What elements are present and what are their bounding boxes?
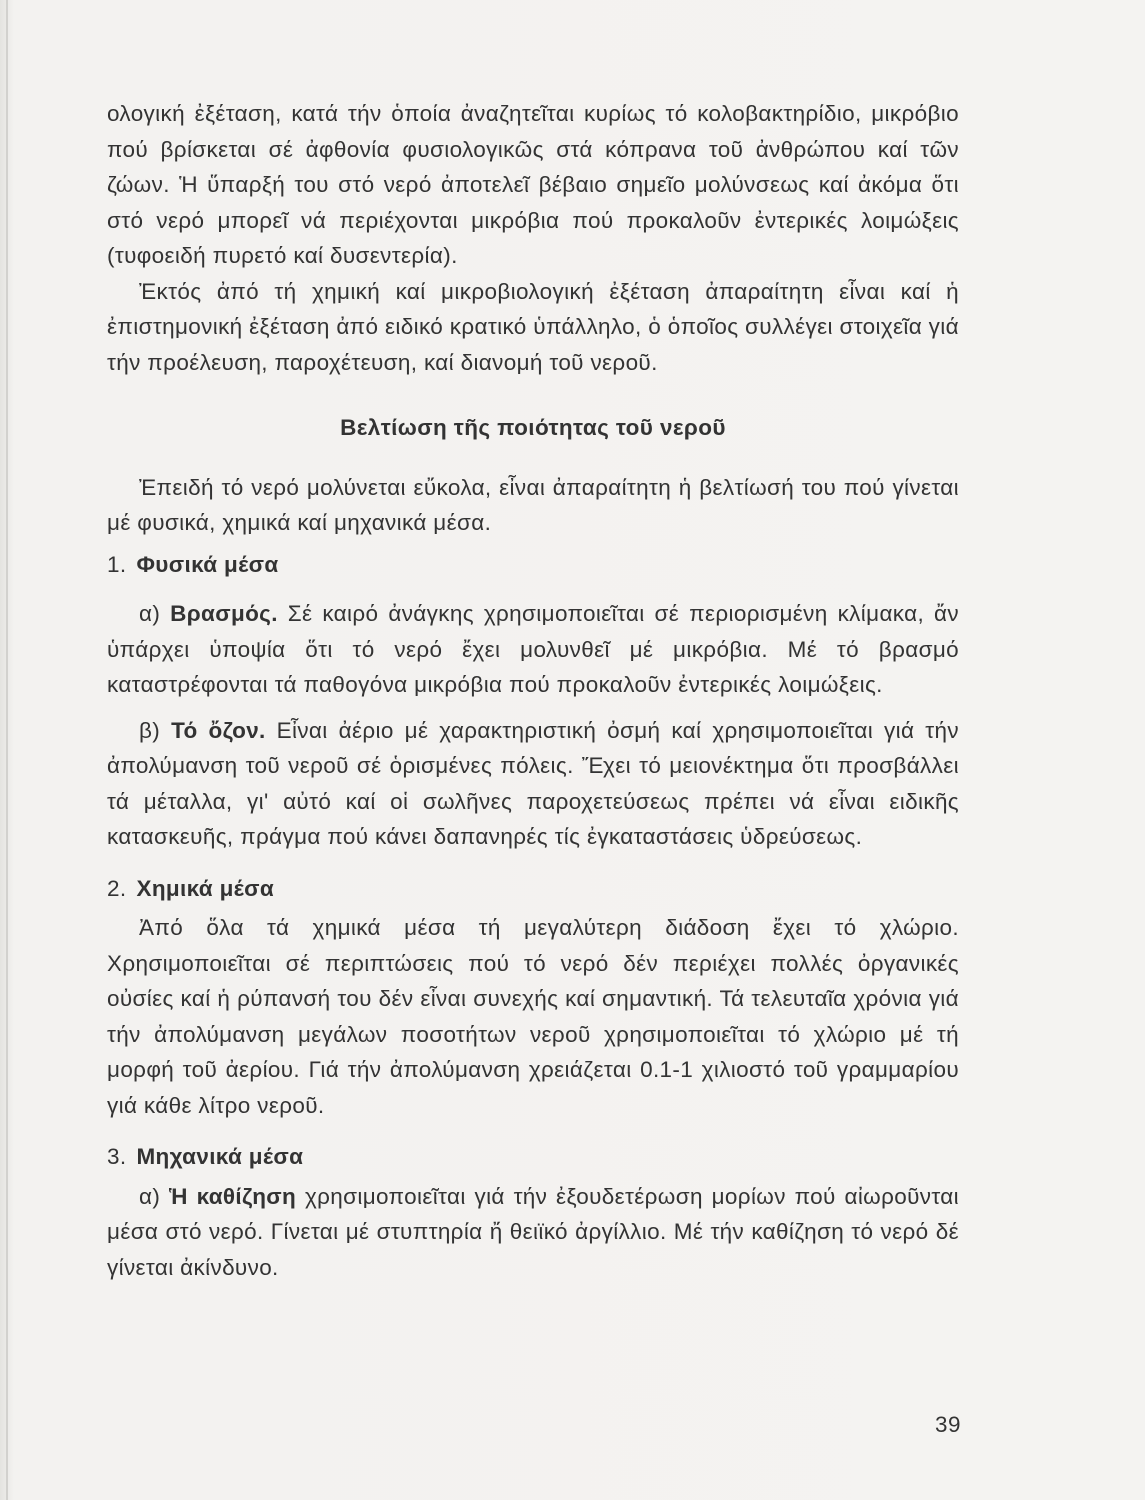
- subsection-title: Φυσικά μέσα: [136, 551, 279, 577]
- subsection-heading-physical: [107, 547, 959, 583]
- intro-paragraph-2: Ἐκτός ἀπό τή χημική καί μικροβιολογική ἐξέταση ἀπαραίτητη εἶναι καί ἡ ἐπιστημονική ἐξέταση ἀπό ειδικό κρατικό ὑπάλληλο, ὁ ὁποῖος συλλέγει στοιχεῖα γιά τήν προέλευση, παροχέτευση, καί διανομή τοῦ νεροῦ.: [107, 278, 959, 375]
- section-intro: Ἐπειδή τό νερό μολύνεται εὔκολα, εἶναι ἀπαραίτητη ἡ βελτίωσή του πού γίνεται μέ φυσικά, χημικά καί μηχανικά μέσα.: [107, 474, 959, 535]
- chemical-paragraph: Ἀπό ὅλα τά χημικά μέσα τή μεγαλύτερη διάδοση ἔχει τό χλώριο. Χρησιμοποιεῖται σέ περιπτώσεις πού τό νερό δέν περιέχει πολλές ὀργανικές οὐσίες καί ἡ ρύπανσή του δέν εἶναι συνεχής καί σημαντική. Τά τελευταῖα χρόνια γιά τήν ἀπολύμανση μεγάλων ποσοτήτων νεροῦ χρησιμοποιεῖται τό χλώριο μέ τή μορφή τοῦ ἀερίου. Γιά τήν ἀπολύμανση χρειάζεται 0.1-1 χιλιοστό τοῦ γραμμαρίου γιά κάθε λίτρο νεροῦ.: [107, 915, 959, 1118]
- subsection-title: Χημικά μέσα: [136, 875, 275, 901]
- item-label: Βρασμός.: [170, 601, 278, 626]
- item-label: Τό ὄζον.: [171, 717, 266, 743]
- item-text: χρησιμοποιεῖται γιά τήν ἐξουδετέρωση μορίων πού αἰωροῦνται μέσα στό νερό. Γίνεται μέ στυπτηρία ἤ θειϊκό ἀργίλλιο. Μέ τήν καθίζηση τό νερό δέ γίνεται ἀκίνδυνο.: [107, 1183, 959, 1280]
- subsection-number: 2.: [107, 875, 127, 901]
- subsection-number: 1.: [107, 551, 127, 577]
- item-text: Εἶναι ἀέριο μέ χαρακτηριστική ὀσμή καί χρησιμοποιεῖται γιά τήν ἀπολύμανση τοῦ νεροῦ σέ ὁρισμένες πόλεις. Ἔχει τό μειονέκτημα ὅτι προσβάλλει τά μέταλλα, γι' αὐτό καί οἱ σωλῆνες παροχετεύσεως πρέπει νά εἶναι ειδικῆς κατασκευῆς, πράγμα πού κάνει δαπανηρές τίς ἐγκαταστάσεις ὑδρεύσεως.: [107, 717, 959, 849]
- page-binding-edge: [6, 0, 8, 1500]
- item-text: Σέ καιρό ἀνάγκης χρησιμοποιεῖται σέ περιορισμένη κλίμακα, ἄν ὑπάρχει ὑποψία ὅτι τό νερό ἔχει μολυνθεῖ μέ μικρόβια. Μέ τό βρασμό καταστρέφονται τά παθογόνα μικρόβια πού προκαλοῦν ἐντερικές λοιμώξεις.: [107, 601, 959, 697]
- item-sedimentation: [107, 1179, 959, 1286]
- section-heading: Βελτίωση τῆς ποιότητας τοῦ νεροῦ: [340, 415, 726, 440]
- subsection-title: Μηχανικά μέσα: [136, 1144, 304, 1169]
- subsection-heading-mechanical: [107, 1139, 959, 1175]
- item-boiling: [107, 596, 959, 703]
- item-ozone: [107, 713, 959, 855]
- item-prefix: β): [139, 717, 161, 743]
- intro-paragraph-1: ολογική ἐξέταση, κατά τήν ὁποία ἀναζητεῖται κυρίως τό κολοβακτηρίδιο, μικρόβιο πού βρίσκεται σέ ἀφθονία φυσιολογικῶς στά κόπρανα τοῦ ἀνθρώπου καί τῶν ζώων. Ἡ ὕπαρξή του στό νερό ἀποτελεῖ βέβαιο σημεῖο μολύνσεως καί ἀκόμα ὅτι στό νερό μπορεῖ νά περιέχονται μικρόβια πού προκαλοῦν ἐντερικές λοιμώξεις (τυφοειδή πυρετό καί δυσεντερία).: [107, 101, 959, 268]
- item-prefix: α): [139, 1183, 161, 1209]
- text-column: [107, 96, 959, 1285]
- subsection-number: 3.: [107, 1144, 127, 1169]
- item-label: Ἡ καθίζηση: [169, 1183, 297, 1209]
- subsection-heading-chemical: [107, 871, 959, 907]
- page-number: 39: [935, 1412, 962, 1437]
- item-prefix: α): [139, 601, 161, 626]
